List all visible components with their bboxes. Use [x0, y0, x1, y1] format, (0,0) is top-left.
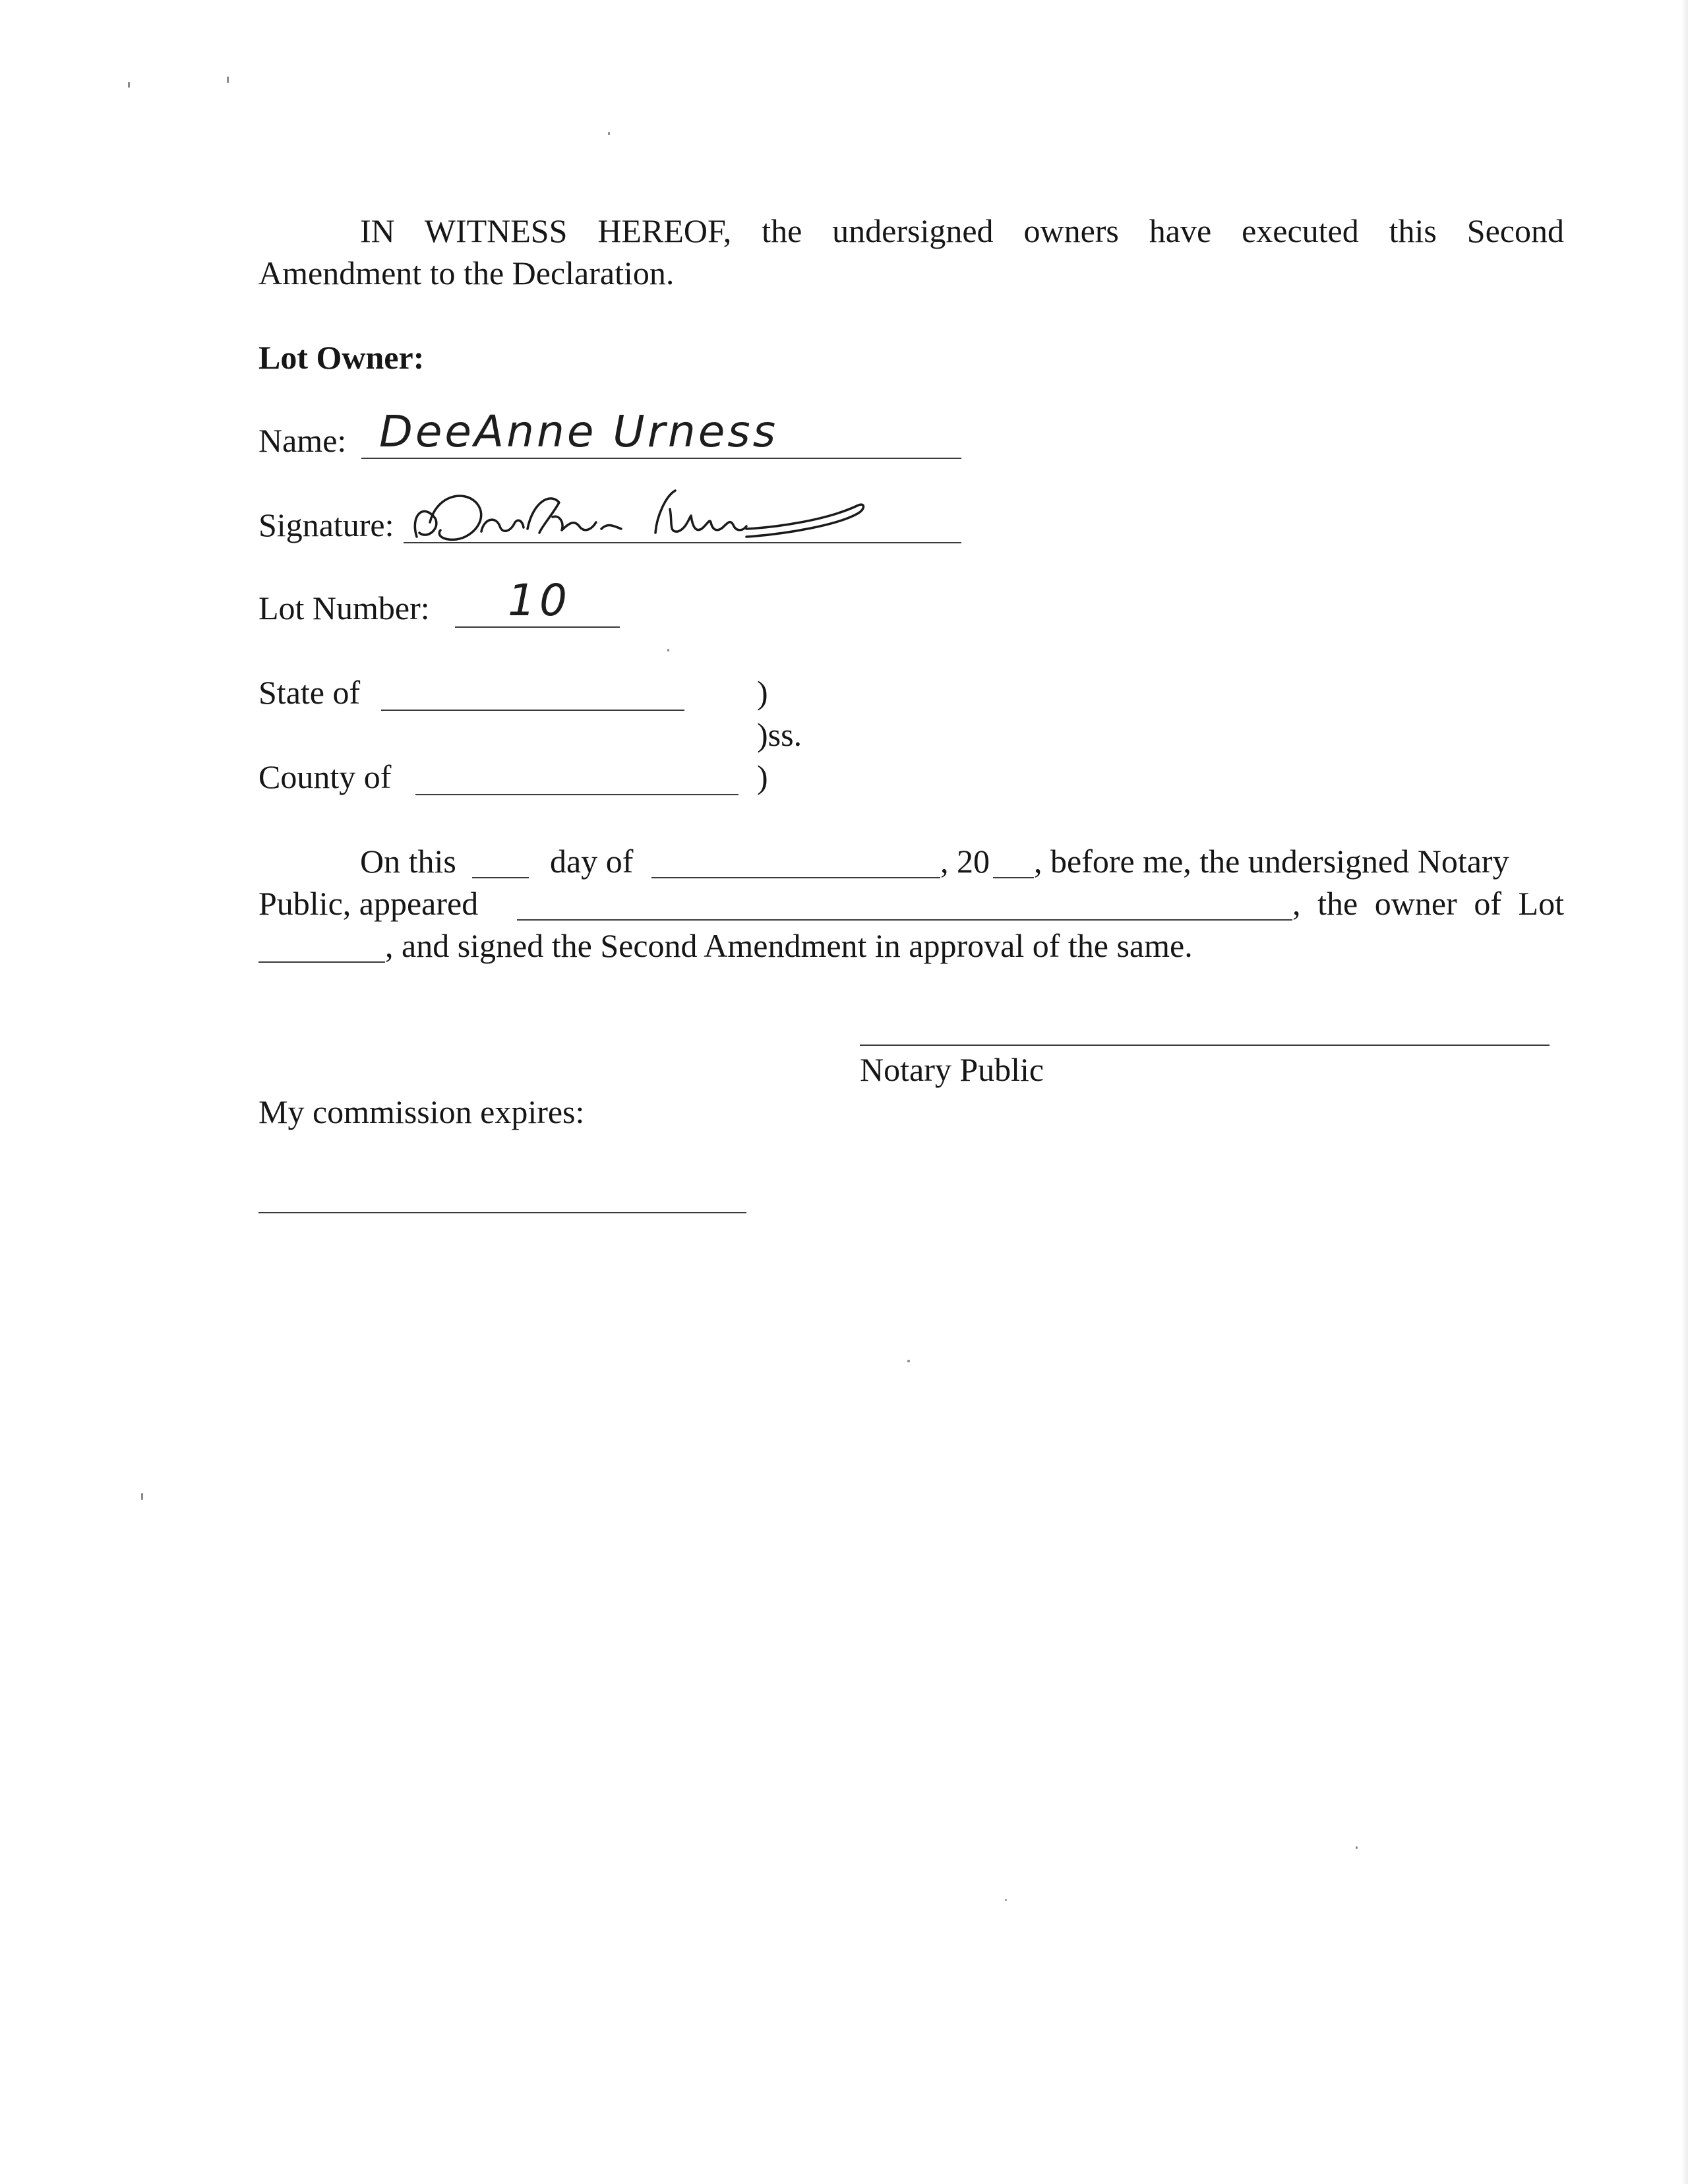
name-blank-line[interactable] [361, 458, 961, 459]
state-blank-line[interactable] [381, 710, 684, 711]
lot-number-handwritten-value: 10 [508, 575, 571, 626]
lot-number-blank-line[interactable] [455, 626, 620, 628]
notary-owner-of-lot: , the owner of Lot [1292, 885, 1564, 922]
notary-public-label: Notary Public [860, 1051, 1044, 1088]
county-blank-line[interactable] [415, 794, 738, 795]
notary-on-this: On this [360, 843, 456, 880]
appeared-name-blank-line[interactable] [517, 919, 1292, 921]
witness-paragraph-line-1: IN WITNESS HEREOF, the undersigned owners have executed this Second [360, 212, 1564, 249]
scan-speck [128, 82, 130, 88]
month-blank-line[interactable] [651, 877, 940, 878]
witness-paragraph-line-2: Amendment to the Declaration. [258, 255, 675, 291]
signature-label: Signature: [258, 506, 394, 543]
day-blank-line[interactable] [472, 877, 529, 878]
commission-expires-label: My commission expires: [258, 1093, 585, 1130]
state-of-label: State of [258, 674, 361, 711]
commission-expires-line[interactable] [258, 1212, 746, 1213]
lot-number-label: Lot Number: [258, 590, 430, 626]
name-handwritten-value: DeeAnne Urness [379, 406, 779, 457]
venue-paren-bottom: ) [757, 758, 768, 795]
notary-signature-line[interactable] [860, 1045, 1550, 1046]
page-edge-shadow [1681, 0, 1688, 2184]
year-blank-line[interactable] [993, 877, 1034, 878]
scan-speck [608, 132, 610, 135]
scan-speck [667, 649, 669, 652]
handwritten-signature [404, 476, 878, 549]
venue-ss: )ss. [757, 716, 802, 753]
scan-speck [227, 76, 229, 83]
notary-public-appeared: Public, appeared [258, 885, 479, 922]
notary-signed-approval: , and signed the Second Amendment in approval of the same. [385, 927, 1193, 964]
notary-comma-20: , 20 [940, 843, 990, 880]
scan-speck [907, 1360, 910, 1362]
scan-speck [1005, 1899, 1007, 1901]
notary-before-me: , before me, the undersigned Notary [1034, 843, 1509, 880]
lot-owner-heading: Lot Owner: [258, 339, 425, 376]
lot-blank-line[interactable] [258, 961, 385, 963]
county-of-label: County of [258, 758, 392, 795]
name-label: Name: [258, 422, 347, 459]
scan-speck [1356, 1846, 1358, 1849]
venue-paren-top: ) [757, 674, 768, 711]
scan-speck [141, 1493, 143, 1500]
notary-day-of: day of [550, 843, 634, 880]
